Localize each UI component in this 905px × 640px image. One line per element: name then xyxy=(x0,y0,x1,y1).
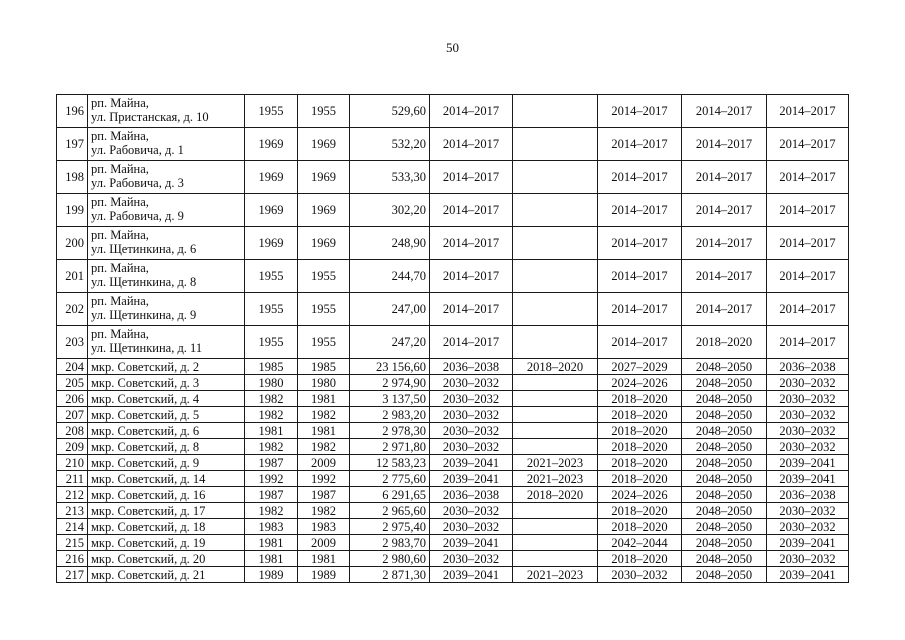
address-line: рп. Майна, xyxy=(91,294,149,308)
period-cell-3: 2018–2020 xyxy=(598,471,682,487)
period-cell-4: 2048–2050 xyxy=(682,407,767,423)
table-row xyxy=(57,293,849,326)
period-cell-3: 2018–2020 xyxy=(598,407,682,423)
address-cell xyxy=(88,551,245,567)
address-line: рп. Майна, xyxy=(91,327,149,341)
year-commissioned-cell: 1987 xyxy=(298,487,350,503)
table-row xyxy=(57,326,849,359)
row-number-cell: 213 xyxy=(57,503,88,519)
row-number-cell: 217 xyxy=(57,567,88,583)
area-cell: 23 156,60 xyxy=(350,359,430,375)
period-cell-2: 2018–2020 xyxy=(513,359,598,375)
table-row xyxy=(57,391,849,407)
year-built-cell: 1955 xyxy=(245,95,298,128)
period-cell-4: 2048–2050 xyxy=(682,439,767,455)
row-number-cell: 214 xyxy=(57,519,88,535)
area-cell: 302,20 xyxy=(350,194,430,227)
area-cell: 2 975,40 xyxy=(350,519,430,535)
period-cell-5: 2039–2041 xyxy=(767,471,849,487)
address-line: мкр. Советский, д. 14 xyxy=(91,471,206,486)
period-cell-5: 2014–2017 xyxy=(767,227,849,260)
period-cell-5: 2030–2032 xyxy=(767,551,849,567)
period-cell-5: 2030–2032 xyxy=(767,519,849,535)
period-cell-1: 2030–2032 xyxy=(430,519,513,535)
year-built-cell: 1987 xyxy=(245,455,298,471)
row-number-cell: 208 xyxy=(57,423,88,439)
period-cell-5: 2039–2041 xyxy=(767,455,849,471)
table-row xyxy=(57,439,849,455)
period-cell-2 xyxy=(513,535,598,551)
row-number-cell: 211 xyxy=(57,471,88,487)
year-built-cell: 1989 xyxy=(245,567,298,583)
area-cell: 247,20 xyxy=(350,326,430,359)
table-row xyxy=(57,375,849,391)
row-number-cell: 207 xyxy=(57,407,88,423)
period-cell-4: 2048–2050 xyxy=(682,503,767,519)
address-line: мкр. Советский, д. 9 xyxy=(91,455,200,470)
period-cell-3: 2014–2017 xyxy=(598,326,682,359)
period-cell-3: 2014–2017 xyxy=(598,161,682,194)
period-cell-4: 2048–2050 xyxy=(682,535,767,551)
period-cell-4: 2048–2050 xyxy=(682,519,767,535)
period-cell-4: 2048–2050 xyxy=(682,567,767,583)
table-row xyxy=(57,407,849,423)
row-number-cell: 202 xyxy=(57,293,88,326)
period-cell-5: 2030–2032 xyxy=(767,439,849,455)
period-cell-1: 2014–2017 xyxy=(430,326,513,359)
year-built-cell: 1981 xyxy=(245,423,298,439)
row-number-cell: 215 xyxy=(57,535,88,551)
row-number-cell: 196 xyxy=(57,95,88,128)
table-row xyxy=(57,128,849,161)
period-cell-3: 2018–2020 xyxy=(598,551,682,567)
address-line: мкр. Советский, д. 17 xyxy=(91,503,206,518)
table-row xyxy=(57,260,849,293)
year-commissioned-cell: 1989 xyxy=(298,567,350,583)
year-built-cell: 1969 xyxy=(245,194,298,227)
period-cell-4: 2048–2050 xyxy=(682,375,767,391)
period-cell-2 xyxy=(513,503,598,519)
period-cell-1: 2036–2038 xyxy=(430,359,513,375)
address-line: рп. Майна, xyxy=(91,195,149,209)
year-built-cell: 1969 xyxy=(245,128,298,161)
period-cell-4: 2048–2050 xyxy=(682,551,767,567)
table-row xyxy=(57,161,849,194)
period-cell-1: 2039–2041 xyxy=(430,455,513,471)
area-cell: 248,90 xyxy=(350,227,430,260)
address-cell xyxy=(88,391,245,407)
period-cell-1: 2030–2032 xyxy=(430,375,513,391)
address-cell xyxy=(88,260,245,293)
year-built-cell: 1981 xyxy=(245,535,298,551)
year-commissioned-cell: 1981 xyxy=(298,551,350,567)
period-cell-5: 2039–2041 xyxy=(767,535,849,551)
year-built-cell: 1969 xyxy=(245,161,298,194)
year-built-cell: 1982 xyxy=(245,407,298,423)
period-cell-3: 2024–2026 xyxy=(598,375,682,391)
period-cell-2 xyxy=(513,128,598,161)
address-line: мкр. Советский, д. 20 xyxy=(91,551,206,566)
area-cell: 2 980,60 xyxy=(350,551,430,567)
address-cell xyxy=(88,95,245,128)
period-cell-4: 2048–2050 xyxy=(682,455,767,471)
period-cell-3: 2018–2020 xyxy=(598,455,682,471)
period-cell-5: 2014–2017 xyxy=(767,128,849,161)
period-cell-3: 2014–2017 xyxy=(598,95,682,128)
address-line: ул. Пристанская, д. 10 xyxy=(91,110,209,124)
housing-registry-table xyxy=(56,94,849,583)
period-cell-4: 2014–2017 xyxy=(682,227,767,260)
period-cell-5: 2014–2017 xyxy=(767,260,849,293)
area-cell: 247,00 xyxy=(350,293,430,326)
address-line: мкр. Советский, д. 8 xyxy=(91,439,200,454)
address-cell xyxy=(88,375,245,391)
year-commissioned-cell: 1980 xyxy=(298,375,350,391)
period-cell-5: 2014–2017 xyxy=(767,95,849,128)
period-cell-3: 2024–2026 xyxy=(598,487,682,503)
year-commissioned-cell: 1982 xyxy=(298,439,350,455)
year-built-cell: 1980 xyxy=(245,375,298,391)
period-cell-2 xyxy=(513,551,598,567)
year-commissioned-cell: 1982 xyxy=(298,407,350,423)
address-cell xyxy=(88,455,245,471)
period-cell-3: 2042–2044 xyxy=(598,535,682,551)
year-commissioned-cell: 1969 xyxy=(298,194,350,227)
address-line: ул. Щетинкина, д. 6 xyxy=(91,242,197,256)
period-cell-3: 2018–2020 xyxy=(598,519,682,535)
year-built-cell: 1985 xyxy=(245,359,298,375)
row-number-cell: 205 xyxy=(57,375,88,391)
address-line: мкр. Советский, д. 3 xyxy=(91,375,200,390)
address-line: мкр. Советский, д. 5 xyxy=(91,407,200,422)
period-cell-5: 2039–2041 xyxy=(767,567,849,583)
area-cell: 2 983,70 xyxy=(350,535,430,551)
row-number-cell: 216 xyxy=(57,551,88,567)
period-cell-2: 2018–2020 xyxy=(513,487,598,503)
address-cell xyxy=(88,359,245,375)
period-cell-4: 2048–2050 xyxy=(682,487,767,503)
year-built-cell: 1969 xyxy=(245,227,298,260)
address-line: мкр. Советский, д. 19 xyxy=(91,535,206,550)
area-cell: 2 974,90 xyxy=(350,375,430,391)
period-cell-3: 2030–2032 xyxy=(598,567,682,583)
period-cell-3: 2014–2017 xyxy=(598,227,682,260)
row-number-cell: 209 xyxy=(57,439,88,455)
area-cell: 2 871,30 xyxy=(350,567,430,583)
address-line: ул. Щетинкина, д. 9 xyxy=(91,308,197,322)
area-cell: 529,60 xyxy=(350,95,430,128)
address-line: мкр. Советский, д. 2 xyxy=(91,359,200,374)
period-cell-4: 2014–2017 xyxy=(682,128,767,161)
period-cell-4: 2018–2020 xyxy=(682,326,767,359)
period-cell-2 xyxy=(513,391,598,407)
year-commissioned-cell: 1955 xyxy=(298,293,350,326)
address-cell xyxy=(88,503,245,519)
period-cell-1: 2030–2032 xyxy=(430,439,513,455)
row-number-cell: 210 xyxy=(57,455,88,471)
year-commissioned-cell: 1981 xyxy=(298,423,350,439)
year-built-cell: 1987 xyxy=(245,487,298,503)
year-built-cell: 1983 xyxy=(245,519,298,535)
address-line: мкр. Советский, д. 6 xyxy=(91,423,200,438)
period-cell-1: 2030–2032 xyxy=(430,503,513,519)
period-cell-4: 2014–2017 xyxy=(682,293,767,326)
address-line: рп. Майна, xyxy=(91,129,149,143)
period-cell-2 xyxy=(513,326,598,359)
period-cell-1: 2014–2017 xyxy=(430,227,513,260)
period-cell-2 xyxy=(513,375,598,391)
period-cell-5: 2014–2017 xyxy=(767,161,849,194)
year-built-cell: 1955 xyxy=(245,326,298,359)
address-cell xyxy=(88,326,245,359)
period-cell-4: 2048–2050 xyxy=(682,359,767,375)
period-cell-1: 2030–2032 xyxy=(430,391,513,407)
address-line: мкр. Советский, д. 4 xyxy=(91,391,200,406)
table-row xyxy=(57,95,849,128)
table-row xyxy=(57,359,849,375)
period-cell-4: 2014–2017 xyxy=(682,260,767,293)
period-cell-3: 2014–2017 xyxy=(598,128,682,161)
period-cell-4: 2014–2017 xyxy=(682,194,767,227)
period-cell-2 xyxy=(513,260,598,293)
table-row xyxy=(57,551,849,567)
address-line: ул. Щетинкина, д. 8 xyxy=(91,275,197,289)
period-cell-3: 2018–2020 xyxy=(598,391,682,407)
period-cell-5: 2036–2038 xyxy=(767,487,849,503)
period-cell-3: 2018–2020 xyxy=(598,439,682,455)
address-cell xyxy=(88,471,245,487)
year-commissioned-cell: 1955 xyxy=(298,95,350,128)
year-built-cell: 1955 xyxy=(245,293,298,326)
address-line: рп. Майна, xyxy=(91,162,149,176)
address-line: ул. Рабовича, д. 9 xyxy=(91,209,184,223)
address-line: ул. Рабовича, д. 3 xyxy=(91,176,184,190)
table-row xyxy=(57,471,849,487)
table-row xyxy=(57,487,849,503)
table-row xyxy=(57,423,849,439)
area-cell: 2 978,30 xyxy=(350,423,430,439)
year-built-cell: 1982 xyxy=(245,503,298,519)
period-cell-5: 2030–2032 xyxy=(767,407,849,423)
period-cell-1: 2030–2032 xyxy=(430,423,513,439)
address-cell xyxy=(88,423,245,439)
year-commissioned-cell: 1969 xyxy=(298,128,350,161)
period-cell-4: 2014–2017 xyxy=(682,161,767,194)
area-cell: 2 983,20 xyxy=(350,407,430,423)
period-cell-1: 2014–2017 xyxy=(430,95,513,128)
area-cell: 2 775,60 xyxy=(350,471,430,487)
address-line: рп. Майна, xyxy=(91,96,149,110)
address-cell xyxy=(88,293,245,326)
year-commissioned-cell: 1992 xyxy=(298,471,350,487)
address-cell xyxy=(88,161,245,194)
year-commissioned-cell: 2009 xyxy=(298,535,350,551)
table-row xyxy=(57,194,849,227)
period-cell-1: 2014–2017 xyxy=(430,260,513,293)
row-number-cell: 201 xyxy=(57,260,88,293)
period-cell-1: 2014–2017 xyxy=(430,128,513,161)
row-number-cell: 206 xyxy=(57,391,88,407)
address-line: мкр. Советский, д. 18 xyxy=(91,519,206,534)
period-cell-2 xyxy=(513,439,598,455)
period-cell-5: 2030–2032 xyxy=(767,423,849,439)
period-cell-5: 2014–2017 xyxy=(767,293,849,326)
period-cell-2: 2021–2023 xyxy=(513,455,598,471)
row-number-cell: 200 xyxy=(57,227,88,260)
period-cell-2 xyxy=(513,423,598,439)
period-cell-2 xyxy=(513,519,598,535)
address-cell xyxy=(88,567,245,583)
year-built-cell: 1955 xyxy=(245,260,298,293)
year-commissioned-cell: 1969 xyxy=(298,161,350,194)
period-cell-4: 2014–2017 xyxy=(682,95,767,128)
period-cell-2 xyxy=(513,95,598,128)
period-cell-3: 2014–2017 xyxy=(598,260,682,293)
table-row xyxy=(57,535,849,551)
area-cell: 6 291,65 xyxy=(350,487,430,503)
page-number: 50 xyxy=(446,40,459,55)
period-cell-2 xyxy=(513,227,598,260)
period-cell-1: 2036–2038 xyxy=(430,487,513,503)
year-commissioned-cell: 1985 xyxy=(298,359,350,375)
area-cell: 12 583,23 xyxy=(350,455,430,471)
period-cell-1: 2039–2041 xyxy=(430,567,513,583)
period-cell-1: 2030–2032 xyxy=(430,551,513,567)
table-body xyxy=(57,95,849,583)
period-cell-1: 2030–2032 xyxy=(430,407,513,423)
period-cell-1: 2014–2017 xyxy=(430,194,513,227)
year-commissioned-cell: 1982 xyxy=(298,503,350,519)
period-cell-1: 2014–2017 xyxy=(430,161,513,194)
period-cell-5: 2030–2032 xyxy=(767,391,849,407)
address-line: ул. Рабовича, д. 1 xyxy=(91,143,184,157)
area-cell: 533,30 xyxy=(350,161,430,194)
year-commissioned-cell: 1969 xyxy=(298,227,350,260)
address-cell xyxy=(88,535,245,551)
address-cell xyxy=(88,128,245,161)
period-cell-2: 2021–2023 xyxy=(513,471,598,487)
period-cell-4: 2048–2050 xyxy=(682,423,767,439)
address-cell xyxy=(88,439,245,455)
period-cell-3: 2018–2020 xyxy=(598,503,682,519)
period-cell-2 xyxy=(513,293,598,326)
period-cell-3: 2027–2029 xyxy=(598,359,682,375)
table-row xyxy=(57,503,849,519)
address-cell xyxy=(88,519,245,535)
period-cell-1: 2039–2041 xyxy=(430,535,513,551)
address-line: рп. Майна, xyxy=(91,228,149,242)
address-line: рп. Майна, xyxy=(91,261,149,275)
area-cell: 2 971,80 xyxy=(350,439,430,455)
row-number-cell: 212 xyxy=(57,487,88,503)
table-row xyxy=(57,455,849,471)
period-cell-1: 2039–2041 xyxy=(430,471,513,487)
period-cell-5: 2036–2038 xyxy=(767,359,849,375)
year-commissioned-cell: 1981 xyxy=(298,391,350,407)
year-commissioned-cell: 1955 xyxy=(298,326,350,359)
area-cell: 2 965,60 xyxy=(350,503,430,519)
period-cell-3: 2018–2020 xyxy=(598,423,682,439)
area-cell: 532,20 xyxy=(350,128,430,161)
year-built-cell: 1992 xyxy=(245,471,298,487)
table-row xyxy=(57,227,849,260)
address-line: мкр. Советский, д. 16 xyxy=(91,487,206,502)
period-cell-5: 2014–2017 xyxy=(767,326,849,359)
address-cell xyxy=(88,194,245,227)
year-built-cell: 1982 xyxy=(245,439,298,455)
year-commissioned-cell: 2009 xyxy=(298,455,350,471)
year-built-cell: 1982 xyxy=(245,391,298,407)
period-cell-4: 2048–2050 xyxy=(682,471,767,487)
row-number-cell: 199 xyxy=(57,194,88,227)
area-cell: 244,70 xyxy=(350,260,430,293)
period-cell-2 xyxy=(513,194,598,227)
table-row xyxy=(57,519,849,535)
address-line: ул. Щетинкина, д. 11 xyxy=(91,341,203,355)
year-built-cell: 1981 xyxy=(245,551,298,567)
period-cell-5: 2030–2032 xyxy=(767,503,849,519)
period-cell-2 xyxy=(513,161,598,194)
year-commissioned-cell: 1983 xyxy=(298,519,350,535)
row-number-cell: 197 xyxy=(57,128,88,161)
period-cell-2: 2021–2023 xyxy=(513,567,598,583)
row-number-cell: 198 xyxy=(57,161,88,194)
area-cell: 3 137,50 xyxy=(350,391,430,407)
period-cell-3: 2014–2017 xyxy=(598,293,682,326)
period-cell-4: 2048–2050 xyxy=(682,391,767,407)
row-number-cell: 204 xyxy=(57,359,88,375)
address-cell xyxy=(88,227,245,260)
address-line: мкр. Советский, д. 21 xyxy=(91,567,206,582)
year-commissioned-cell: 1955 xyxy=(298,260,350,293)
address-cell xyxy=(88,487,245,503)
period-cell-5: 2030–2032 xyxy=(767,375,849,391)
period-cell-5: 2014–2017 xyxy=(767,194,849,227)
period-cell-3: 2014–2017 xyxy=(598,194,682,227)
row-number-cell: 203 xyxy=(57,326,88,359)
address-cell xyxy=(88,407,245,423)
period-cell-2 xyxy=(513,407,598,423)
period-cell-1: 2014–2017 xyxy=(430,293,513,326)
table-row xyxy=(57,567,849,583)
